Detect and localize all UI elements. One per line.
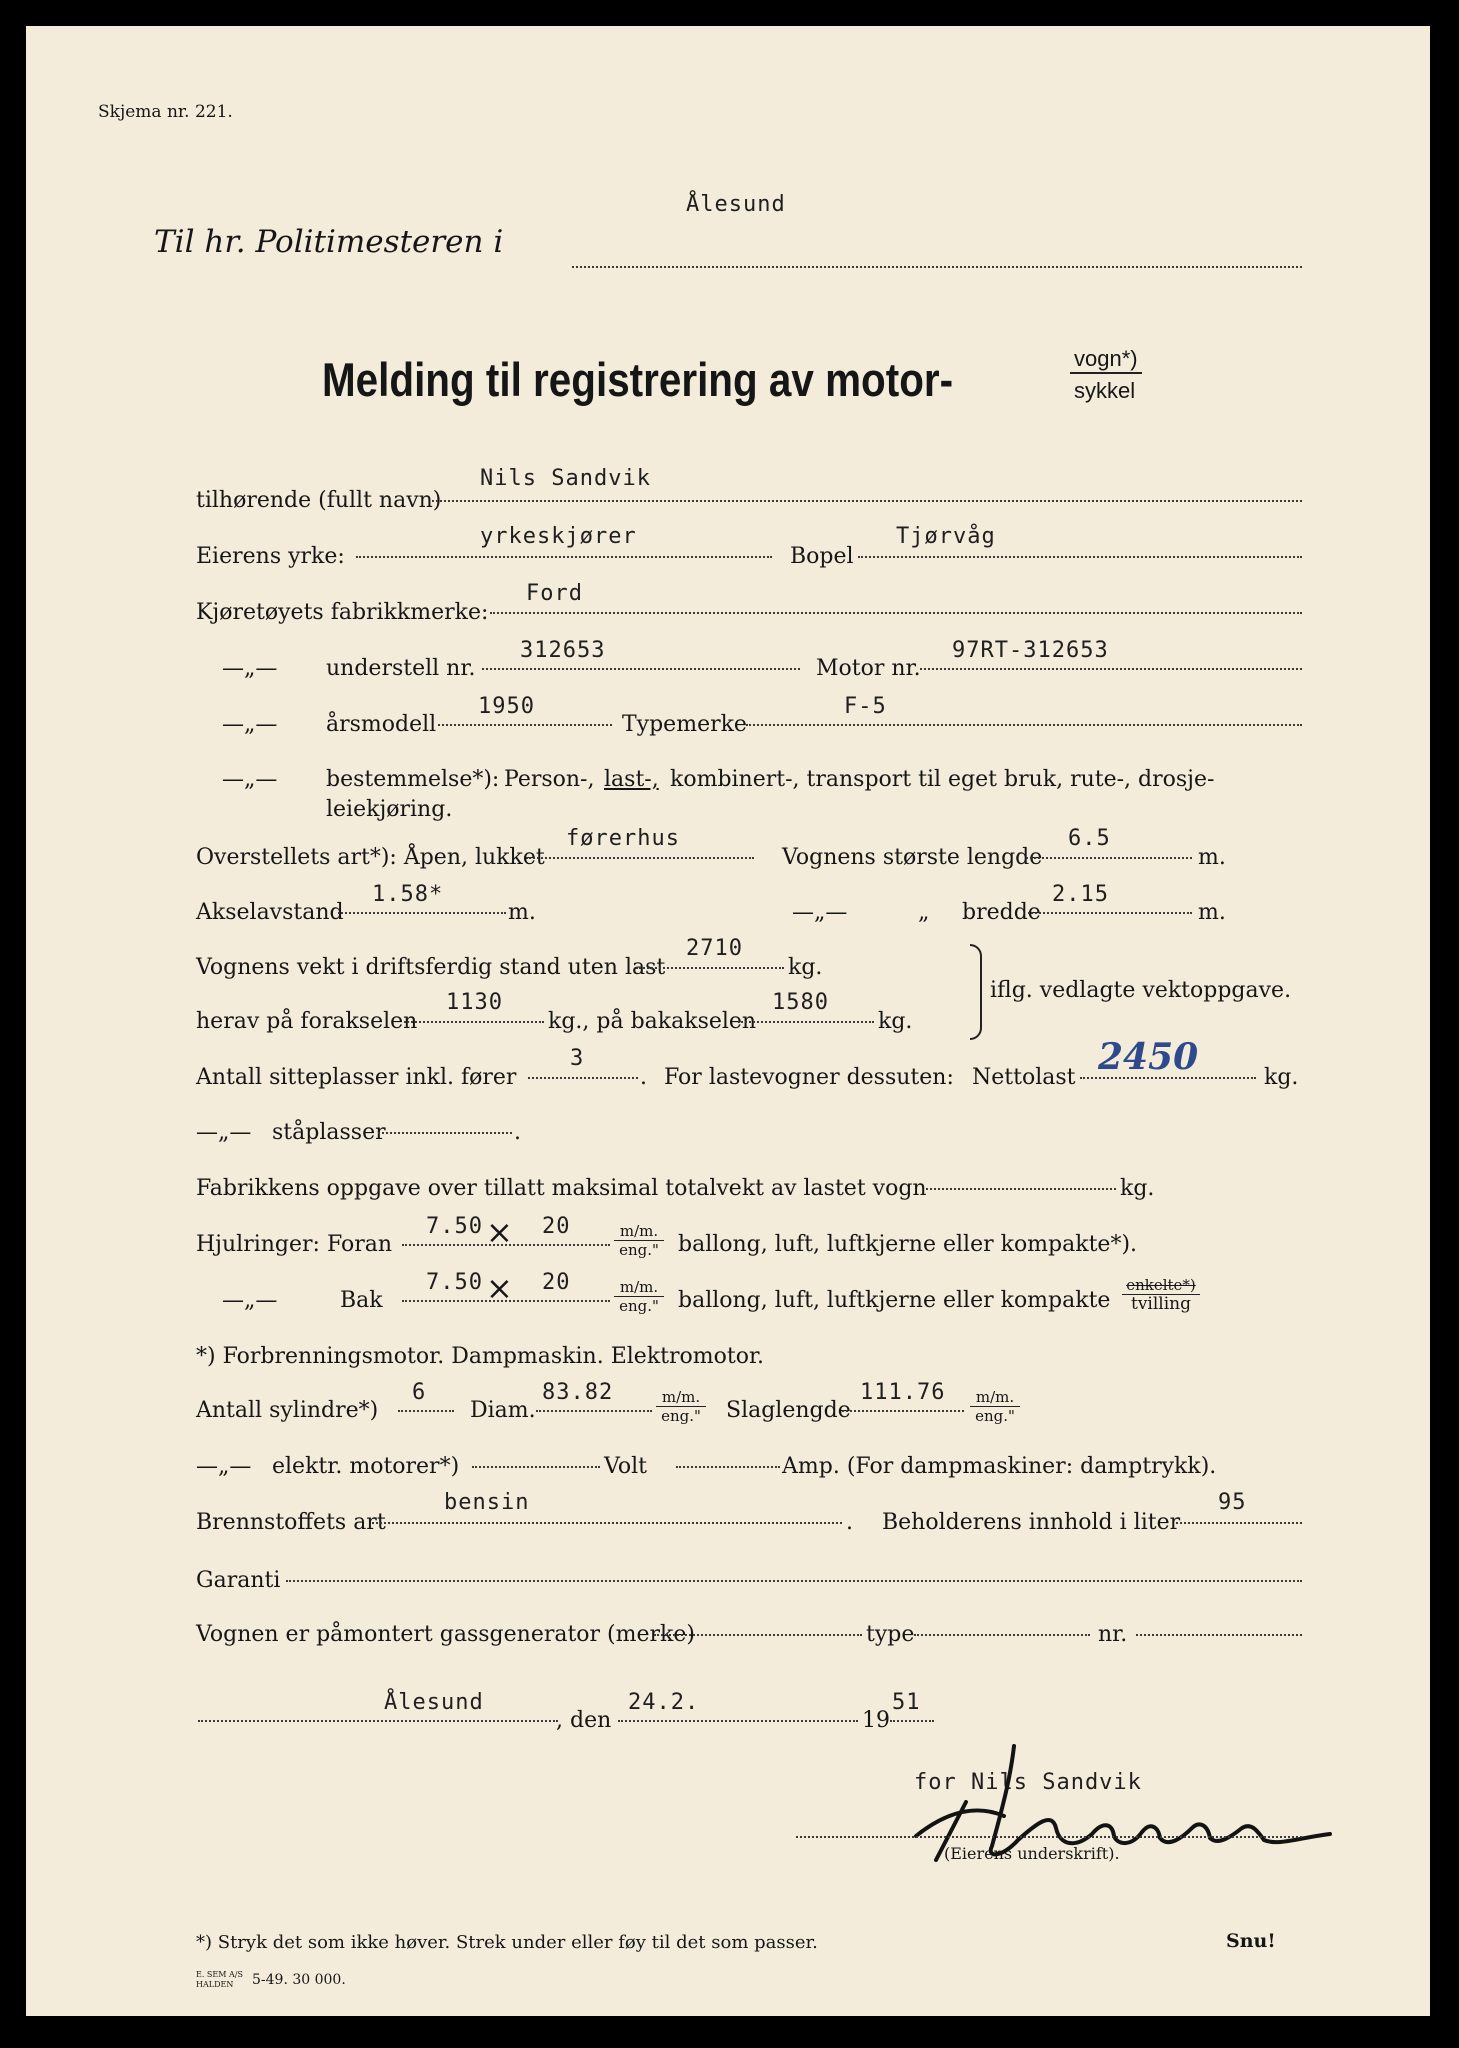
type-value[interactable]: F-5 xyxy=(844,694,887,719)
tires-rear-times: × xyxy=(486,1269,513,1307)
tires-rear-selection: enkelte*) tvilling xyxy=(1122,1276,1200,1313)
owner-line xyxy=(432,500,1302,502)
tires-front-options: ballong, luft, luftkjerne eller kompakte*). xyxy=(678,1232,1138,1257)
fuel-end: . xyxy=(846,1510,853,1535)
ditto-mark: —„— xyxy=(222,656,278,681)
max-weight-label: Fabrikkens oppgave over tillatt maksimal totalvekt av lastet vogn xyxy=(196,1176,927,1201)
electric-amp-label: Amp. (For dampmaskiner: damptrykk). xyxy=(782,1454,1217,1479)
rear-axle-line xyxy=(738,1021,874,1023)
tires-rear-label: Bak xyxy=(340,1288,383,1313)
title-option-sykkel: sykkel xyxy=(1074,378,1136,403)
model-year-label: årsmodell xyxy=(326,712,437,737)
bore-value[interactable]: 83.82 xyxy=(542,1380,614,1405)
rear-axle-value[interactable]: 1580 xyxy=(772,990,829,1015)
ditto-mark: —„— xyxy=(792,900,848,925)
gas-generator-line xyxy=(654,1634,862,1636)
residence-line xyxy=(858,556,1302,558)
turn-over: Snu! xyxy=(1226,1930,1276,1952)
tires-front-unit: m/m. eng." xyxy=(614,1222,664,1259)
electric-label: elektr. motorer*) xyxy=(272,1454,460,1479)
chassis-line xyxy=(482,668,800,670)
chassis-value[interactable]: 312653 xyxy=(520,638,606,663)
cargo-label: For lastevogner dessuten: xyxy=(664,1065,954,1090)
seats-label: Antall sitteplasser inkl. fører xyxy=(196,1065,517,1090)
fuel-value[interactable]: bensin xyxy=(444,1490,530,1515)
gas-nr-label: nr. xyxy=(1098,1622,1128,1647)
front-axle-line xyxy=(404,1021,544,1023)
gas-nr-line xyxy=(1136,1634,1302,1636)
signature-typed: for Nils Sandvik xyxy=(914,1770,1142,1795)
motor-label: Motor nr. xyxy=(816,656,921,681)
seats-line xyxy=(528,1077,638,1079)
length-value[interactable]: 6.5 xyxy=(1068,826,1111,851)
ditto-mark: —„— xyxy=(222,712,278,737)
fuel-label: Brennstoffets art xyxy=(196,1510,386,1535)
addressee-line xyxy=(572,266,1302,268)
weight-value[interactable]: 2710 xyxy=(686,936,743,961)
body-type-value[interactable]: førerhus xyxy=(566,826,680,851)
front-axle-value[interactable]: 1130 xyxy=(446,990,503,1015)
max-weight-unit: kg. xyxy=(1120,1176,1155,1201)
net-load-value[interactable]: 2450 xyxy=(1098,1036,1199,1078)
tires-rear-width[interactable]: 7.50 xyxy=(426,1270,483,1295)
motor-line xyxy=(920,668,1302,670)
stroke-unit: m/m. eng." xyxy=(970,1388,1020,1425)
gas-type-line xyxy=(914,1634,1090,1636)
engine-types: *) Forbrenningsmotor. Dampmaskin. Elektromotor. xyxy=(196,1344,765,1369)
date-den: , den xyxy=(556,1708,612,1733)
occupation-value[interactable]: yrkeskjører xyxy=(480,524,637,549)
ditto-mark: —„— xyxy=(222,767,278,792)
wheelbase-line xyxy=(338,912,506,914)
signature-caption: (Eierens underskrift). xyxy=(944,1844,1120,1863)
max-weight-line xyxy=(926,1188,1116,1190)
ditto-mark: —„— xyxy=(196,1454,252,1479)
tank-line xyxy=(1176,1522,1302,1524)
seats-value[interactable]: 3 xyxy=(570,1046,585,1071)
date-line xyxy=(618,1720,858,1722)
tank-label: Beholderens innhold i liter xyxy=(882,1510,1181,1535)
owner-label: tilhørende (fullt navn) xyxy=(196,488,442,513)
residence-value[interactable]: Tjørvåg xyxy=(896,524,996,549)
addressee-label: Til hr. Politimesteren i xyxy=(154,224,504,260)
net-load-unit: kg. xyxy=(1264,1065,1299,1090)
printer-edition: 5-49. 30 000. xyxy=(252,1972,346,1988)
body-type-label: Overstellets art*): Åpen, lukket xyxy=(196,845,545,870)
width-value[interactable]: 2.15 xyxy=(1052,882,1109,907)
bore-line xyxy=(536,1410,652,1412)
page-title: Melding til registrering av motor- xyxy=(322,353,954,406)
front-axle-label: herav på forakselen xyxy=(196,1009,418,1034)
width-unit: m. xyxy=(1198,900,1226,925)
make-label: Kjøretøyets fabrikkmerke: xyxy=(196,600,489,625)
addressee-value[interactable]: Ålesund xyxy=(686,192,786,217)
standing-line xyxy=(378,1132,512,1134)
stroke-value[interactable]: 111.76 xyxy=(860,1380,946,1405)
purpose-person: Person-, xyxy=(504,767,595,792)
bore-label: Diam. xyxy=(470,1398,536,1423)
ditto-mark: —„— xyxy=(222,1288,278,1313)
type-label: Typemerke xyxy=(622,712,747,737)
ditto-quote: „ xyxy=(918,900,930,925)
length-line xyxy=(1026,857,1192,859)
purpose-options-cont: leiekjøring. xyxy=(326,797,453,822)
wheelbase-value[interactable]: 1.58* xyxy=(372,882,444,907)
model-year-value[interactable]: 1950 xyxy=(478,694,535,719)
make-value[interactable]: Ford xyxy=(526,581,583,606)
fuel-line xyxy=(372,1522,842,1524)
warranty-label: Garanti xyxy=(196,1568,281,1593)
weight-brace xyxy=(970,944,982,1040)
model-year-line xyxy=(438,724,612,726)
body-type-line xyxy=(526,857,754,859)
purpose-last-selected[interactable]: last-, xyxy=(604,767,659,792)
cylinders-line xyxy=(398,1410,454,1412)
printer-mark: E. SEM A/S HALDEN xyxy=(196,1970,243,1989)
title-option-vogn: vogn*) xyxy=(1070,346,1142,374)
tires-front-label: Hjulringer: Foran xyxy=(196,1232,393,1257)
standing-end: . xyxy=(514,1120,521,1145)
gas-generator-label: Vognen er påmontert gassgenerator (merke) xyxy=(196,1622,695,1647)
tires-front-width[interactable]: 7.50 xyxy=(426,1214,483,1239)
footnote: *) Stryk det som ikke høver. Strek under eller føy til det som passer. xyxy=(196,1932,818,1953)
year-value[interactable]: 51 xyxy=(892,1690,921,1715)
signature-line xyxy=(796,1836,1302,1838)
purpose-options: kombinert-, transport til eget bruk, rute-, drosje- xyxy=(670,767,1215,792)
purpose-label: bestemmelse*): xyxy=(326,767,500,792)
tires-rear-options: ballong, luft, luftkjerne eller kompakte xyxy=(678,1288,1111,1313)
stroke-line xyxy=(842,1410,964,1412)
width-line xyxy=(1028,912,1192,914)
wheelbase-label: Akselavstand xyxy=(196,900,344,925)
standing-label: ståplasser xyxy=(272,1120,386,1145)
registration-form xyxy=(26,26,1430,2016)
wheelbase-unit: m. xyxy=(508,900,536,925)
form-number: Skjema nr. 221. xyxy=(98,102,233,122)
front-axle-unit: kg., på bakakselen xyxy=(548,1009,757,1034)
tank-value[interactable]: 95 xyxy=(1218,1490,1247,1515)
year-line xyxy=(890,1720,934,1722)
rear-axle-unit: kg. xyxy=(878,1009,913,1034)
electric-volt-line xyxy=(676,1466,780,1468)
occupation-line xyxy=(356,556,772,558)
warranty-line xyxy=(286,1580,1302,1582)
cylinders-label: Antall sylindre*) xyxy=(196,1398,379,1423)
tires-rear-unit: m/m. eng." xyxy=(614,1278,664,1315)
seats-end: . xyxy=(640,1065,647,1090)
tires-rear-diameter[interactable]: 20 xyxy=(542,1270,571,1295)
cylinders-value[interactable]: 6 xyxy=(412,1380,427,1405)
electric-volt-label: Volt xyxy=(604,1454,647,1479)
tires-front-diameter[interactable]: 20 xyxy=(542,1214,571,1239)
place-line xyxy=(198,1720,558,1722)
residence-label: Bopel xyxy=(790,544,854,569)
year-century: 19 xyxy=(862,1708,890,1733)
weight-label: Vognens vekt i driftsferdig stand uten last xyxy=(196,955,666,980)
make-line xyxy=(490,612,1302,614)
bore-unit: m/m. eng." xyxy=(656,1388,706,1425)
occupation-label: Eierens yrke: xyxy=(196,544,345,569)
weight-unit: kg. xyxy=(788,955,823,980)
stroke-label: Slaglengde xyxy=(726,1398,851,1423)
width-label: bredde xyxy=(962,900,1041,925)
type-line xyxy=(746,724,1302,726)
length-unit: m. xyxy=(1198,845,1226,870)
tires-front-times: × xyxy=(486,1213,513,1251)
motor-value[interactable]: 97RT-312653 xyxy=(952,638,1109,663)
date-value[interactable]: 24.2. xyxy=(628,1690,700,1715)
ditto-mark: —„— xyxy=(196,1120,252,1145)
place-value[interactable]: Ålesund xyxy=(384,1690,484,1715)
net-load-label: Nettolast xyxy=(972,1065,1076,1090)
weight-line xyxy=(636,967,784,969)
gas-type-label: type xyxy=(866,1622,915,1647)
electric-count-line xyxy=(472,1466,600,1468)
chassis-label: understell nr. xyxy=(326,656,476,681)
weight-note: iflg. vedlagte vektoppgave. xyxy=(990,978,1292,1003)
owner-value[interactable]: Nils Sandvik xyxy=(480,466,651,491)
length-label: Vognens største lengde xyxy=(782,845,1043,870)
